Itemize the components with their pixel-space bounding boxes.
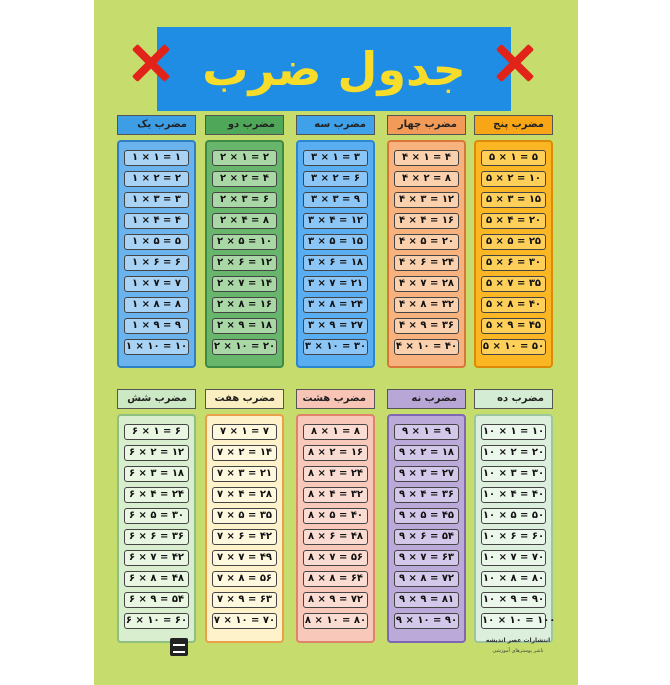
table-row: ۱ × ۲ = ۲ — [124, 171, 189, 187]
table-row: ۶ × ۵ = ۳۰ — [124, 508, 189, 524]
table-row: ۵ × ۱۰ = ۵۰ — [481, 339, 546, 355]
table-row: ۹ × ۱ = ۹ — [394, 424, 459, 440]
table-row: ۶ × ۶ = ۳۶ — [124, 529, 189, 545]
table-row: ۹ × ۵ = ۴۵ — [394, 508, 459, 524]
table-row: ۸ × ۳ = ۲۴ — [303, 466, 368, 482]
table-row: ۱ × ۱۰ = ۱۰ — [124, 339, 189, 355]
table-row: ۹ × ۸ = ۷۲ — [394, 571, 459, 587]
table-row: ۵ × ۷ = ۳۵ — [481, 276, 546, 292]
x-mark-icon — [496, 44, 534, 82]
table-row: ۶ × ۱۰ = ۶۰ — [124, 613, 189, 629]
table-row: ۵ × ۳ = ۱۵ — [481, 192, 546, 208]
table-header: مضرب پنج — [474, 115, 553, 135]
table-row: ۱۰ × ۱ = ۱۰ — [481, 424, 546, 440]
table-row: ۱۰ × ۹ = ۹۰ — [481, 592, 546, 608]
table-column — [117, 140, 196, 368]
table-row: ۶ × ۴ = ۲۴ — [124, 487, 189, 503]
table-row: ۹ × ۱۰ = ۹۰ — [394, 613, 459, 629]
publisher-name: انتشارات عصر اندیشه — [485, 637, 551, 644]
table-row: ۷ × ۱ = ۷ — [212, 424, 277, 440]
table-row: ۱۰ × ۳ = ۳۰ — [481, 466, 546, 482]
table-row: ۱۰ × ۴ = ۴۰ — [481, 487, 546, 503]
table-row: ۱ × ۶ = ۶ — [124, 255, 189, 271]
table-row: ۸ × ۴ = ۳۲ — [303, 487, 368, 503]
table-row: ۹ × ۳ = ۲۷ — [394, 466, 459, 482]
table-row: ۷ × ۲ = ۱۴ — [212, 445, 277, 461]
table-row: ۷ × ۴ = ۲۸ — [212, 487, 277, 503]
table-row: ۷ × ۳ = ۲۱ — [212, 466, 277, 482]
table-row: ۵ × ۱ = ۵ — [481, 150, 546, 166]
table-row: ۱۰ × ۸ = ۸۰ — [481, 571, 546, 587]
table-column — [296, 140, 375, 368]
table-row: ۹ × ۲ = ۱۸ — [394, 445, 459, 461]
table-row: ۱ × ۴ = ۴ — [124, 213, 189, 229]
table-row: ۹ × ۹ = ۸۱ — [394, 592, 459, 608]
table-row: ۹ × ۶ = ۵۴ — [394, 529, 459, 545]
table-row: ۳ × ۷ = ۲۱ — [303, 276, 368, 292]
table-row: ۴ × ۴ = ۱۶ — [394, 213, 459, 229]
table-header: مضرب نه — [387, 389, 466, 409]
table-row: ۹ × ۴ = ۳۶ — [394, 487, 459, 503]
table-row: ۲ × ۵ = ۱۰ — [212, 234, 277, 250]
table-column — [474, 140, 553, 368]
table-row: ۵ × ۸ = ۴۰ — [481, 297, 546, 313]
table-column — [387, 140, 466, 368]
table-row: ۷ × ۷ = ۴۹ — [212, 550, 277, 566]
table-row: ۵ × ۲ = ۱۰ — [481, 171, 546, 187]
table-row: ۱۰ × ۲ = ۲۰ — [481, 445, 546, 461]
table-row: ۵ × ۶ = ۳۰ — [481, 255, 546, 271]
table-row: ۸ × ۶ = ۴۸ — [303, 529, 368, 545]
table-row: ۹ × ۷ = ۶۳ — [394, 550, 459, 566]
table-column — [117, 414, 196, 643]
table-row: ۸ × ۷ = ۵۶ — [303, 550, 368, 566]
table-row: ۲ × ۱ = ۲ — [212, 150, 277, 166]
table-row: ۴ × ۵ = ۲۰ — [394, 234, 459, 250]
table-row: ۴ × ۸ = ۳۲ — [394, 297, 459, 313]
table-row: ۷ × ۵ = ۳۵ — [212, 508, 277, 524]
table-row: ۱۰ × ۶ = ۶۰ — [481, 529, 546, 545]
table-row: ۶ × ۷ = ۴۲ — [124, 550, 189, 566]
table-column — [296, 414, 375, 643]
table-header: مضرب چهار — [387, 115, 466, 135]
table-header: مضرب دو — [205, 115, 284, 135]
table-row: ۲ × ۹ = ۱۸ — [212, 318, 277, 334]
table-header: مضرب سه — [296, 115, 375, 135]
table-row: ۳ × ۸ = ۲۴ — [303, 297, 368, 313]
table-row: ۴ × ۱ = ۴ — [394, 150, 459, 166]
table-row: ۴ × ۲ = ۸ — [394, 171, 459, 187]
table-row: ۲ × ۸ = ۱۶ — [212, 297, 277, 313]
table-row: ۵ × ۴ = ۲۰ — [481, 213, 546, 229]
table-column — [205, 140, 284, 368]
table-row: ۸ × ۲ = ۱۶ — [303, 445, 368, 461]
table-row: ۱۰ × ۷ = ۷۰ — [481, 550, 546, 566]
table-row: ۳ × ۵ = ۱۵ — [303, 234, 368, 250]
table-row: ۴ × ۹ = ۳۶ — [394, 318, 459, 334]
table-row: ۵ × ۹ = ۴۵ — [481, 318, 546, 334]
table-row: ۶ × ۱ = ۶ — [124, 424, 189, 440]
table-row: ۷ × ۹ = ۶۳ — [212, 592, 277, 608]
table-header: مضرب هفت — [205, 389, 284, 409]
table-column — [387, 414, 466, 643]
table-row: ۲ × ۲ = ۴ — [212, 171, 277, 187]
table-column — [474, 414, 556, 643]
table-row: ۸ × ۱ = ۸ — [303, 424, 368, 440]
table-row: ۱۰ × ۱۰ = ۱۰۰ — [481, 613, 546, 629]
table-row: ۲ × ۴ = ۸ — [212, 213, 277, 229]
table-row: ۱ × ۳ = ۳ — [124, 192, 189, 208]
table-row: ۷ × ۱۰ = ۷۰ — [212, 613, 277, 629]
table-row: ۸ × ۵ = ۴۰ — [303, 508, 368, 524]
table-row: ۳ × ۴ = ۱۲ — [303, 213, 368, 229]
table-row: ۴ × ۳ = ۱۲ — [394, 192, 459, 208]
table-row: ۶ × ۹ = ۵۴ — [124, 592, 189, 608]
table-row: ۴ × ۶ = ۲۴ — [394, 255, 459, 271]
table-row: ۷ × ۸ = ۵۶ — [212, 571, 277, 587]
table-row: ۱ × ۸ = ۸ — [124, 297, 189, 313]
table-row: ۳ × ۶ = ۱۸ — [303, 255, 368, 271]
table-column — [205, 414, 284, 643]
table-row: ۱۰ × ۵ = ۵۰ — [481, 508, 546, 524]
table-row: ۶ × ۲ = ۱۲ — [124, 445, 189, 461]
x-mark-icon — [132, 44, 170, 82]
table-header: مضرب ده — [474, 389, 553, 409]
table-row: ۴ × ۷ = ۲۸ — [394, 276, 459, 292]
page-title: جدول ضرب — [202, 42, 466, 96]
publisher-logo-icon — [170, 638, 188, 656]
table-row: ۸ × ۸ = ۶۴ — [303, 571, 368, 587]
table-row: ۶ × ۳ = ۱۸ — [124, 466, 189, 482]
table-row: ۳ × ۹ = ۲۷ — [303, 318, 368, 334]
table-row: ۵ × ۵ = ۲۵ — [481, 234, 546, 250]
table-row: ۴ × ۱۰ = ۴۰ — [394, 339, 459, 355]
table-header: مضرب هشت — [296, 389, 375, 409]
table-row: ۲ × ۳ = ۶ — [212, 192, 277, 208]
table-row: ۱ × ۹ = ۹ — [124, 318, 189, 334]
table-row: ۳ × ۱۰ = ۳۰ — [303, 339, 368, 355]
publisher-subtitle: ناشر پوسترهای آموزشی — [492, 648, 544, 654]
table-row: ۱ × ۵ = ۵ — [124, 234, 189, 250]
table-row: ۷ × ۶ = ۴۲ — [212, 529, 277, 545]
table-row: ۳ × ۱ = ۳ — [303, 150, 368, 166]
table-row: ۲ × ۷ = ۱۴ — [212, 276, 277, 292]
table-row: ۱ × ۱ = ۱ — [124, 150, 189, 166]
table-row: ۱ × ۷ = ۷ — [124, 276, 189, 292]
title-banner — [157, 27, 511, 111]
table-header: مضرب شش — [117, 389, 196, 409]
table-row: ۳ × ۳ = ۹ — [303, 192, 368, 208]
table-header: مضرب یک — [117, 115, 196, 135]
table-row: ۶ × ۸ = ۴۸ — [124, 571, 189, 587]
table-row: ۳ × ۲ = ۶ — [303, 171, 368, 187]
table-row: ۸ × ۹ = ۷۲ — [303, 592, 368, 608]
table-row: ۸ × ۱۰ = ۸۰ — [303, 613, 368, 629]
table-row: ۲ × ۶ = ۱۲ — [212, 255, 277, 271]
table-row: ۲ × ۱۰ = ۲۰ — [212, 339, 277, 355]
